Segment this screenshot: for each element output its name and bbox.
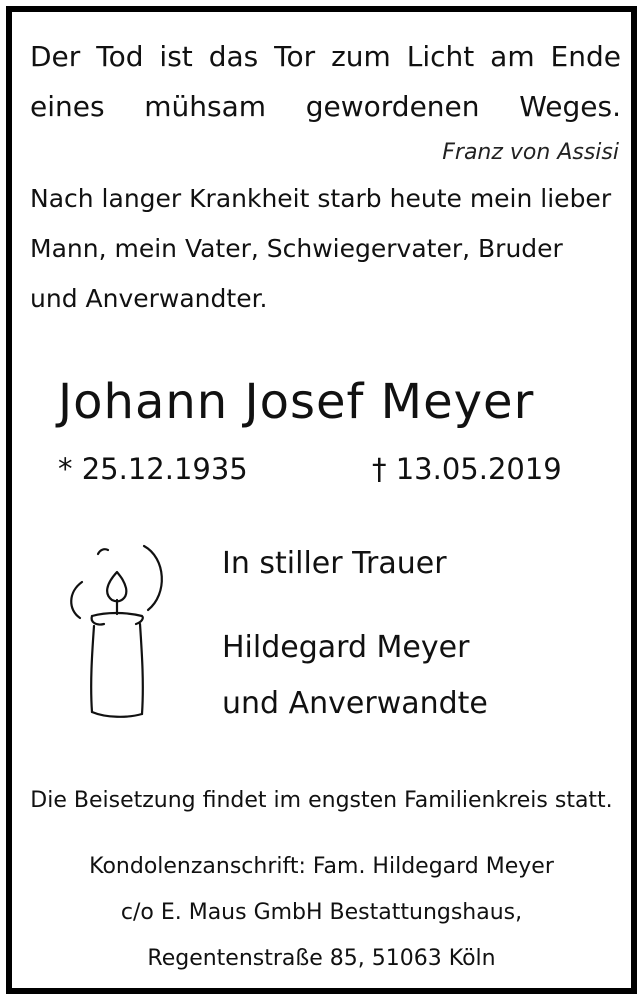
mourner-relatives: und Anverwandte xyxy=(222,686,488,721)
mourner-name: Hildegard Meyer xyxy=(222,630,470,665)
deceased-name: Johann Josef Meyer xyxy=(58,374,535,430)
quote-line-1: Der Tod ist das Tor zum Licht am Ende xyxy=(30,40,621,73)
death-date: † 13.05.2019 xyxy=(372,452,562,486)
intro-line-3: und Anverwandter. xyxy=(30,284,268,313)
condolence-line-3: Regentenstraße 85, 51063 Köln xyxy=(147,946,496,971)
candle-icon xyxy=(62,544,172,734)
condolence-line-1: Kondolenzanschrift: Fam. Hildegard Meyer xyxy=(89,854,554,879)
birth-date: * 25.12.1935 xyxy=(58,452,248,486)
mourning-heading: In stiller Trauer xyxy=(222,546,447,581)
intro-line-1: Nach langer Krankheit starb heute mein lieber xyxy=(30,184,612,213)
condolence-line-2: c/o E. Maus GmbH Bestattungshaus, xyxy=(120,900,523,925)
funeral-note: Die Beisetzung findet im engsten Familienkreis statt. xyxy=(30,788,613,813)
intro-line-2: Mann, mein Vater, Schwiegervater, Bruder xyxy=(30,234,563,263)
obituary-notice xyxy=(6,6,637,994)
quote-author: Franz von Assisi xyxy=(442,140,619,165)
quote-line-2: eines mühsam gewordenen Weges. xyxy=(30,90,621,123)
